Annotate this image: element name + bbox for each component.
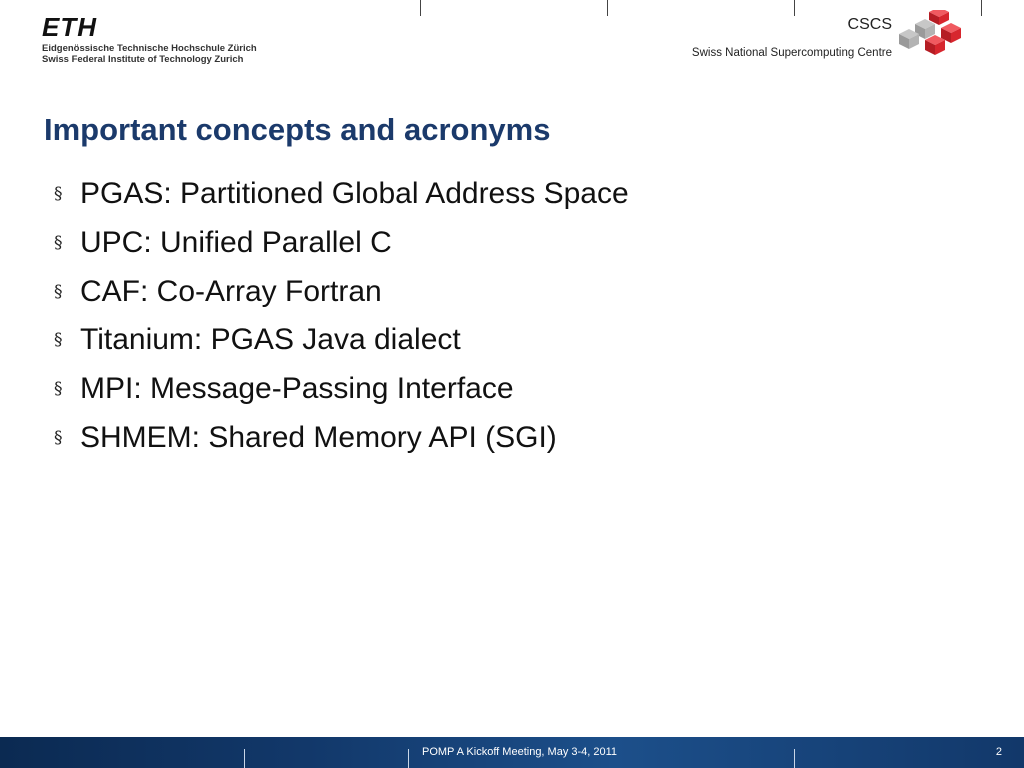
list-item — [54, 316, 629, 365]
slide-title: Important concepts and acronyms — [44, 112, 551, 147]
footer-divider-tick — [408, 749, 409, 768]
bullet-marker: § — [54, 330, 63, 351]
bullet-text: Titanium: PGAS Java dialect — [80, 323, 461, 357]
top-divider-tick — [420, 0, 421, 16]
bullet-marker: § — [54, 379, 63, 400]
bullet-marker: § — [54, 281, 63, 302]
top-divider-tick — [607, 0, 608, 16]
bullet-marker: § — [54, 184, 63, 204]
eth-logo-line1: Eidgenössische Technische Hochschule Zürich — [42, 43, 257, 54]
footer-divider-tick — [244, 749, 245, 768]
list-item — [54, 414, 629, 463]
bullet-text: SHMEM: Shared Memory API (SGI) — [80, 420, 557, 454]
bullet-marker: § — [54, 427, 63, 448]
cscs-wordmark: CSCS — [847, 16, 892, 33]
page-number: 2 — [995, 746, 1002, 758]
bullet-marker: § — [54, 232, 63, 253]
bullet-text: UPC: Unified Parallel C — [80, 225, 392, 259]
list-item — [54, 170, 629, 219]
cscs-cubes-icon — [895, 10, 965, 58]
footer-divider-tick — [794, 749, 795, 768]
eth-logo — [42, 14, 257, 65]
cscs-logo — [692, 16, 892, 60]
bullet-text: MPI: Message-Passing Interface — [80, 372, 514, 406]
top-divider-tick — [981, 0, 982, 16]
footer-bar — [0, 737, 1024, 768]
footer-text: POMP A Kickoff Meeting, May 3-4, 2011 — [422, 746, 618, 758]
list-item — [54, 219, 629, 268]
bullet-text: CAF: Co-Array Fortran — [80, 274, 382, 308]
list-item — [54, 365, 629, 414]
eth-wordmark: ETH — [42, 12, 97, 42]
cscs-logo-subtitle: Swiss National Supercomputing Centre — [691, 47, 892, 59]
eth-logo-line2: Swiss Federal Institute of Technology Zurich — [42, 54, 244, 65]
bullet-text: PGAS: Partitioned Global Address Space — [80, 177, 629, 210]
top-divider-tick — [794, 0, 795, 16]
list-item — [54, 268, 629, 317]
bullet-list — [54, 170, 629, 463]
